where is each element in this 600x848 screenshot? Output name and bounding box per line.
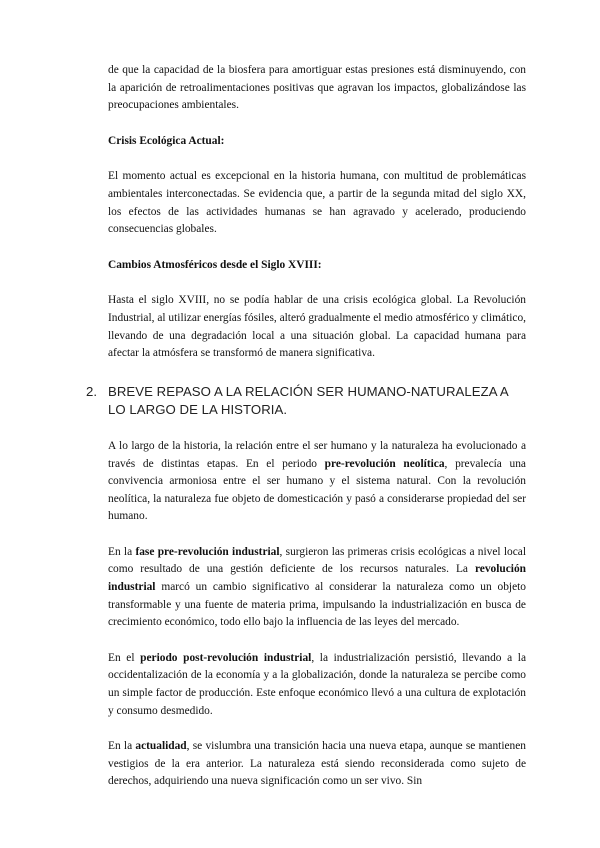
text-run: En la <box>108 740 136 753</box>
text-run: A lo largo de la historia, la relación entre el ser humano y la naturaleza ha evolucionado a través de distintas etapas. En el periodo <box>108 439 526 470</box>
bold-term: actualidad <box>135 740 187 753</box>
section-number: 2. <box>86 383 98 399</box>
text-run: En la <box>108 545 136 558</box>
history-paragraph-1 <box>108 438 526 526</box>
history-paragraph-4 <box>108 738 526 791</box>
text-run: , surgieron las primeras crisis ecológicas a nivel local como resultado de una gestión deficiente de los recursos naturales. La <box>108 545 526 576</box>
crisis-heading: Crisis Ecológica Actual: <box>108 134 225 147</box>
history-paragraph-2 <box>108 544 526 632</box>
history-paragraph-3 <box>108 650 526 720</box>
page-content <box>86 62 527 791</box>
text-run: , se vislumbra una transición hacia una nueva etapa, aunque se mantienen vestigios de la era anterior. La naturaleza está siendo reconsiderada como sujeto de derechos, adquiriendo una nueva significación como un ser vivo. Sin <box>108 740 526 788</box>
section-heading <box>86 383 526 420</box>
cambios-heading: Cambios Atmosféricos desde el Siglo XVIII: <box>108 258 322 271</box>
bold-term: revolución industrial <box>108 563 526 594</box>
bold-term: periodo post-revolución industrial <box>140 651 312 664</box>
intro-paragraph: de que la capacidad de la biosfera para amortiguar estas presiones está disminuyendo, con la aparición de retroalimentaciones positivas que agravan los impactos, globalizándose las preocupaciones ambientales. <box>108 64 526 112</box>
text-run: , la industrialización persistió, llevando a la occidentalización de la economía y a la globalización, donde la naturaleza se percibe como un simple factor de producción. Este enfoque económico llevó a una cultura de explotación y consumo desmedido. <box>108 651 527 717</box>
section-title: BREVE REPASO A LA RELACIÓN SER HUMANO-NATURALEZA A LO LARGO DE LA HISTORIA. <box>108 383 508 418</box>
text-run: , prevalecía una convivencia armoniosa entre el ser humano y el sistema natural. Con la revolución neolítica, la naturaleza fue objeto de domesticación y pasó a considerarse propiedad del ser humano. <box>108 457 526 523</box>
bold-term: fase pre-revolución industrial <box>135 545 280 558</box>
cambios-paragraph: Hasta el siglo XVIII, no se podía hablar de una crisis ecológica global. La Revolución Industrial, al utilizar energías fósiles, alteró gradualmente el medio atmosférico y climático, llevando de una degradación local a una situación global. La capacidad humana para afectar la atmósfera se transformó de manera significativa. <box>108 294 526 360</box>
bold-term: pre-revolución neolítica <box>324 457 445 470</box>
text-run: marcó un cambio significativo al considerar la naturaleza como un objeto transformable y una fuente de materia prima, impulsando la industrialización en busca de crecimiento económico, todo ello bajo la influencia de las leyes del mercado. <box>108 581 526 629</box>
text-run: En el <box>108 651 141 664</box>
crisis-paragraph: El momento actual es excepcional en la historia humana, con multitud de problemáticas ambientales interconectadas. Se evidencia que, a partir de la segunda mitad del siglo XX, los efectos de las actividades humanas se han agravado y acelerado, produciendo consecuencias globales. <box>108 170 526 236</box>
